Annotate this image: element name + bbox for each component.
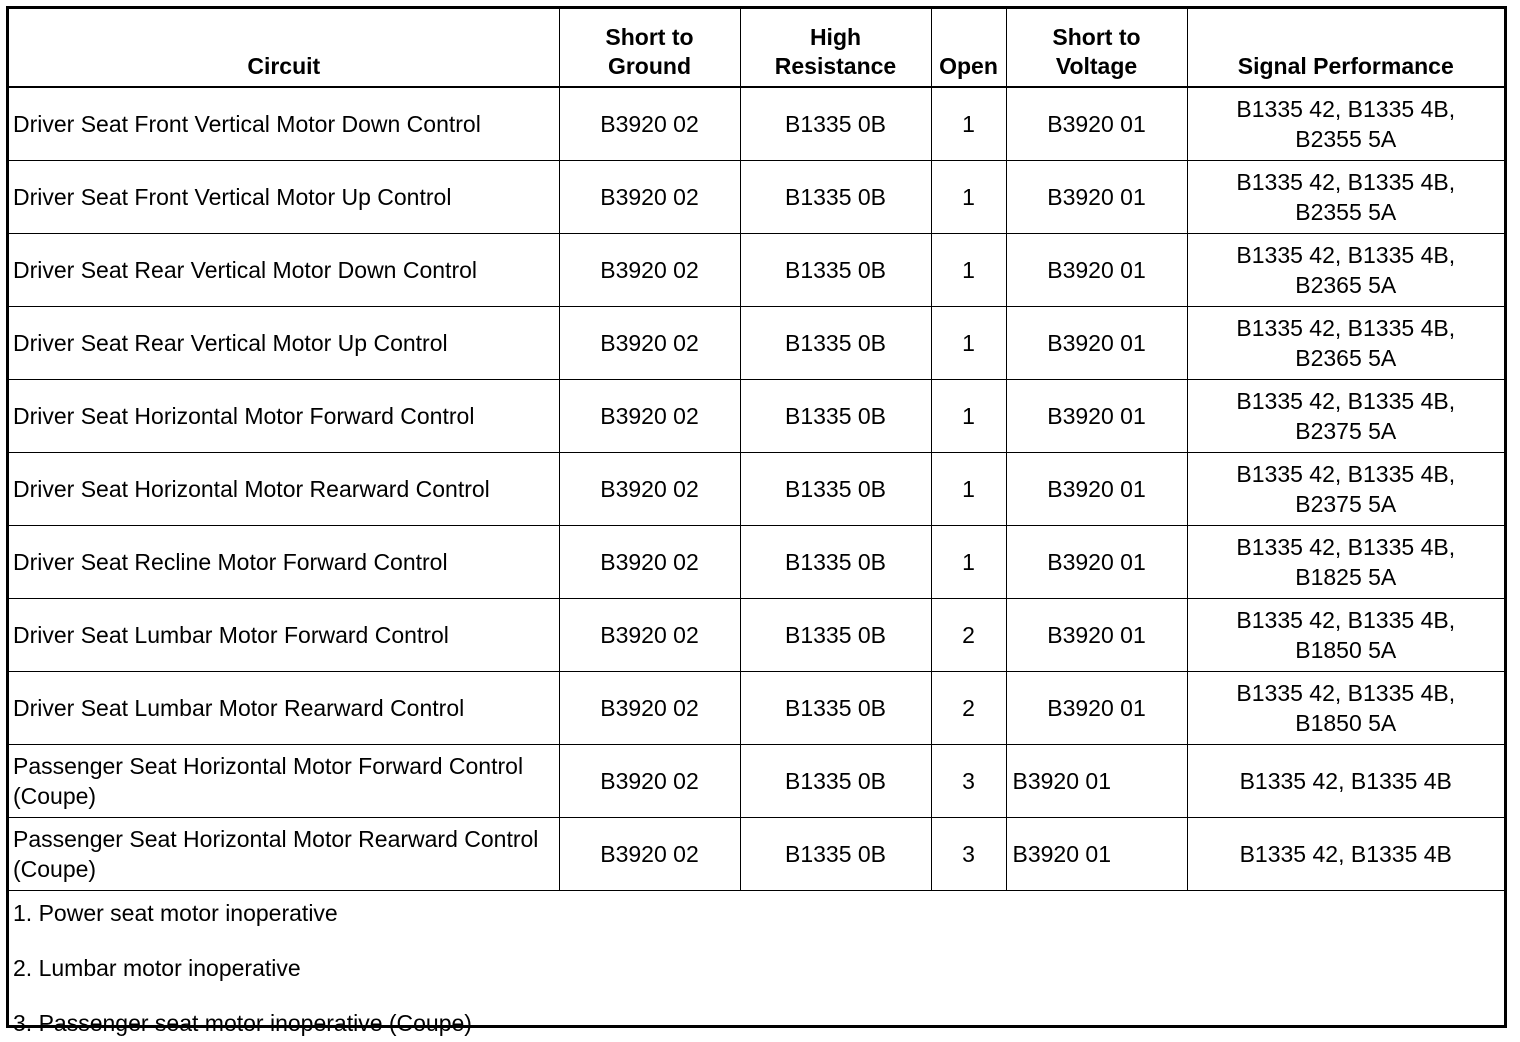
- cell-short-to-ground: B3920 02: [559, 234, 740, 307]
- table-row: [9, 745, 1504, 818]
- note-3: 3. Passenger seat motor inoperative (Coupe): [9, 1008, 1504, 1038]
- cell-open: 3: [931, 745, 1006, 818]
- cell-high-resistance: B1335 0B: [740, 453, 931, 526]
- cell-high-resistance: B1335 0B: [740, 307, 931, 380]
- header-signal-performance: Signal Performance: [1187, 9, 1504, 87]
- cell-short-to-voltage: B3920 01: [1006, 745, 1187, 818]
- cell-circuit: Driver Seat Recline Motor Forward Control: [9, 526, 559, 599]
- cell-signal-performance: B1335 42, B1335 4B, B1850 5A: [1187, 599, 1504, 672]
- cell-high-resistance: B1335 0B: [740, 599, 931, 672]
- cell-short-to-ground: B3920 02: [559, 307, 740, 380]
- cell-open: 1: [931, 380, 1006, 453]
- cell-short-to-voltage: B3920 01: [1006, 453, 1187, 526]
- cell-open: 1: [931, 307, 1006, 380]
- cell-high-resistance: B1335 0B: [740, 745, 931, 818]
- cell-high-resistance: B1335 0B: [740, 672, 931, 745]
- table-row: [9, 453, 1504, 526]
- table-body: [9, 87, 1504, 891]
- cell-signal-performance: B1335 42, B1335 4B: [1187, 818, 1504, 891]
- cell-high-resistance: B1335 0B: [740, 380, 931, 453]
- cell-open: 1: [931, 161, 1006, 234]
- cell-high-resistance: B1335 0B: [740, 87, 931, 161]
- cell-circuit: Passenger Seat Horizontal Motor Rearward Control (Coupe): [9, 818, 559, 891]
- cell-open: 2: [931, 672, 1006, 745]
- header-open: Open: [931, 9, 1006, 87]
- table-header-row: [9, 9, 1504, 87]
- cell-signal-performance: B1335 42, B1335 4B, B1825 5A: [1187, 526, 1504, 599]
- cell-short-to-voltage: B3920 01: [1006, 161, 1187, 234]
- cell-signal-performance: B1335 42, B1335 4B, B2355 5A: [1187, 161, 1504, 234]
- cell-open: 1: [931, 526, 1006, 599]
- cell-circuit: Passenger Seat Horizontal Motor Forward Control (Coupe): [9, 745, 559, 818]
- cell-high-resistance: B1335 0B: [740, 818, 931, 891]
- cell-signal-performance: B1335 42, B1335 4B: [1187, 745, 1504, 818]
- cell-signal-performance: B1335 42, B1335 4B, B2365 5A: [1187, 234, 1504, 307]
- cell-short-to-voltage: B3920 01: [1006, 380, 1187, 453]
- header-short-to-voltage: [1006, 9, 1187, 87]
- cell-high-resistance: B1335 0B: [740, 234, 931, 307]
- header-short-to-ground-text: Short to Ground: [595, 23, 705, 81]
- dtc-table-frame: [6, 6, 1507, 1028]
- cell-short-to-voltage: B3920 01: [1006, 307, 1187, 380]
- note-2: 2. Lumbar motor inoperative: [9, 953, 1504, 983]
- table-row: [9, 526, 1504, 599]
- table-row: [9, 818, 1504, 891]
- header-high-resistance: [740, 9, 931, 87]
- table-row: [9, 87, 1504, 161]
- cell-short-to-ground: B3920 02: [559, 599, 740, 672]
- cell-open: 1: [931, 87, 1006, 161]
- table-row: [9, 380, 1504, 453]
- header-short-to-ground: [559, 9, 740, 87]
- cell-circuit: Driver Seat Front Vertical Motor Down Control: [9, 87, 559, 161]
- cell-open: 2: [931, 599, 1006, 672]
- cell-short-to-ground: B3920 02: [559, 818, 740, 891]
- table-row: [9, 161, 1504, 234]
- notes-cell: [9, 891, 1504, 1042]
- cell-circuit: Driver Seat Horizontal Motor Forward Control: [9, 380, 559, 453]
- cell-short-to-ground: B3920 02: [559, 161, 740, 234]
- cell-short-to-ground: B3920 02: [559, 380, 740, 453]
- cell-open: 1: [931, 453, 1006, 526]
- cell-open: 1: [931, 234, 1006, 307]
- cell-high-resistance: B1335 0B: [740, 526, 931, 599]
- cell-circuit: Driver Seat Rear Vertical Motor Up Control: [9, 307, 559, 380]
- cell-short-to-ground: B3920 02: [559, 453, 740, 526]
- cell-short-to-voltage: B3920 01: [1006, 672, 1187, 745]
- cell-short-to-voltage: B3920 01: [1006, 599, 1187, 672]
- cell-high-resistance: B1335 0B: [740, 161, 931, 234]
- cell-circuit: Driver Seat Lumbar Motor Forward Control: [9, 599, 559, 672]
- cell-signal-performance: B1335 42, B1335 4B, B2375 5A: [1187, 453, 1504, 526]
- header-high-resistance-text: High Resistance: [766, 23, 906, 81]
- cell-short-to-voltage: B3920 01: [1006, 87, 1187, 161]
- cell-signal-performance: B1335 42, B1335 4B, B2375 5A: [1187, 380, 1504, 453]
- cell-open: 3: [931, 818, 1006, 891]
- table-row: [9, 672, 1504, 745]
- header-circuit: Circuit: [9, 9, 559, 87]
- cell-circuit: Driver Seat Horizontal Motor Rearward Control: [9, 453, 559, 526]
- table-row: [9, 307, 1504, 380]
- cell-circuit: Driver Seat Front Vertical Motor Up Control: [9, 161, 559, 234]
- header-short-to-voltage-text: Short to Voltage: [1042, 23, 1152, 81]
- cell-signal-performance: B1335 42, B1335 4B, B1850 5A: [1187, 672, 1504, 745]
- cell-circuit: Driver Seat Rear Vertical Motor Down Control: [9, 234, 559, 307]
- cell-circuit: Driver Seat Lumbar Motor Rearward Control: [9, 672, 559, 745]
- cell-signal-performance: B1335 42, B1335 4B, B2355 5A: [1187, 87, 1504, 161]
- dtc-circuit-table: [9, 9, 1504, 1042]
- table-row: [9, 234, 1504, 307]
- cell-short-to-ground: B3920 02: [559, 87, 740, 161]
- cell-short-to-voltage: B3920 01: [1006, 234, 1187, 307]
- note-1: 1. Power seat motor inoperative: [9, 898, 1504, 928]
- cell-short-to-voltage: B3920 01: [1006, 818, 1187, 891]
- table-row: [9, 599, 1504, 672]
- cell-short-to-voltage: B3920 01: [1006, 526, 1187, 599]
- cell-signal-performance: B1335 42, B1335 4B, B2365 5A: [1187, 307, 1504, 380]
- cell-short-to-ground: B3920 02: [559, 672, 740, 745]
- cell-short-to-ground: B3920 02: [559, 526, 740, 599]
- cell-short-to-ground: B3920 02: [559, 745, 740, 818]
- notes-row: [9, 891, 1504, 1042]
